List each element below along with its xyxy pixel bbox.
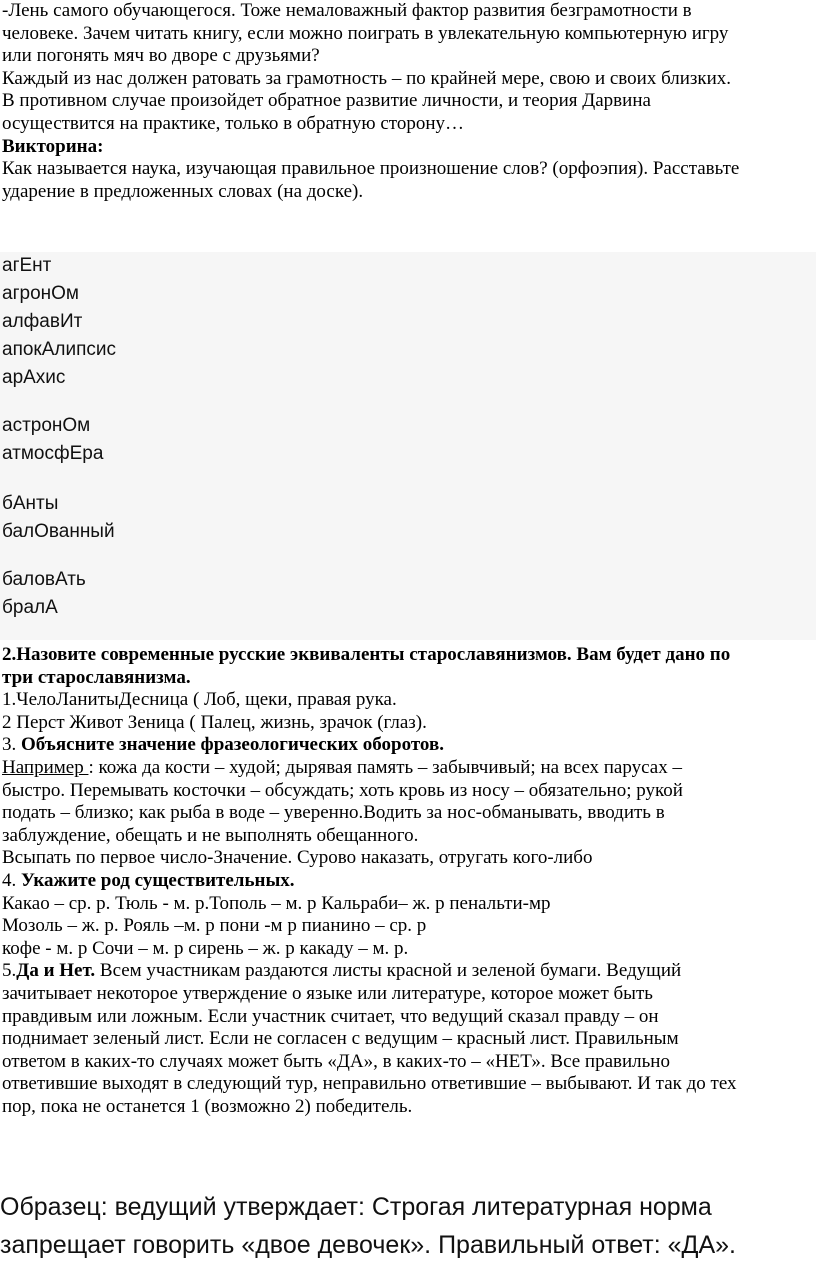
intro-line: или погонять мяч во дворе с друзьями?: [2, 45, 320, 67]
stress-word: бралА: [2, 597, 58, 618]
question-3-line: быстро. Перемывать косточки – обсуждать; хоть кровь из носу – обязательно; рукой: [2, 779, 683, 801]
question-1-line: Как называется наука, изучающая правильное произношение слов? (орфоэпия). Расставьте: [2, 158, 740, 180]
question-3-line: Всыпать по первое число-Значение. Сурово наказать, отругать кого-либо: [2, 847, 593, 869]
sample-line: Образец: ведущий утверждает: Строгая литературная норма: [0, 1193, 712, 1221]
question-5-line: 5.Да и Нет. Всем участникам раздаются листы красной и зеленой бумаги. Ведущий: [2, 960, 682, 982]
question-3-heading: 3. Объясните значение фразеологических оборотов.: [2, 734, 444, 756]
question-4-line: кофе - м. р Сочи – м. р сирень – ж. р какаду – м. р.: [2, 937, 409, 959]
sample-line: запрещает говорить «двое девочек». Правильный ответ: «ДА».: [0, 1231, 736, 1259]
stress-word: атмосфЕра: [2, 443, 104, 464]
question-5-line: пор, пока не останется 1 (возможно 2) победитель.: [2, 1095, 413, 1117]
question-5-line: поднимает зеленый лист. Если не согласен с ведущим – красный лист. Правильным: [2, 1028, 679, 1050]
question-4-line: Мозоль – ж. р. Рояль –м. р пони -м р пианино – ср. р: [2, 915, 427, 937]
stress-word: балОванный: [2, 521, 115, 542]
question-2-heading: три старославянизма.: [2, 666, 191, 688]
question-3-line: подать – близко; как рыба в воде – уверенно.Водить за нос-обманывать, вводить в: [2, 802, 665, 824]
stress-word: бАнты: [2, 493, 59, 514]
intro-line: В противном случае произойдет обратное развитие личности, и теория Дарвина: [2, 90, 651, 112]
question-5-heading: Да и Нет.: [16, 960, 96, 982]
example-label: Например: [2, 756, 89, 778]
question-5-line: ответившие выходят в следующий тур, неправильно ответившие – выбывают. И так до тех: [2, 1073, 737, 1095]
intro-paragraph: [2, 0, 814, 203]
question-5-line: ответом в каких-то случаях может быть «ДА», в каких-то – «НЕТ». Все правильно: [2, 1050, 670, 1072]
question-2-line: 1.ЧелоЛанитыДесница ( Лоб, щеки, правая рука.: [2, 689, 397, 711]
quiz-heading: Викторина:: [2, 135, 104, 157]
question-5-line: правдивым или ложным. Если участник считает, что ведущий сказал правду – он: [2, 1005, 659, 1027]
stress-word: алфавИт: [2, 311, 83, 332]
stress-word: баловАть: [2, 569, 86, 590]
question-4-heading: 4. Укажите род существительных.: [2, 869, 295, 891]
sample-block: [0, 1188, 816, 1264]
question-4-line: Какао – ср. р. Тюль - м. р.Тополь – м. р Кальраби– ж. р пенальти-мр: [2, 892, 551, 914]
question-3-line: Например : кожа да кости – худой; дырявая память – забывчивый; на всех парусах –: [2, 756, 682, 778]
stress-word: агронОм: [2, 283, 79, 304]
stress-word: арАхис: [2, 367, 66, 388]
stress-word: агЕнт: [2, 255, 52, 276]
intro-line: человеке. Зачем читать книгу, если можно поиграть в увлекательную компьютерную игру: [2, 22, 729, 44]
stress-word: апокАлипсис: [2, 339, 117, 360]
question-2-line: 2 Перст Живот Зеница ( Палец, жизнь, зрачок (глаз).: [2, 711, 427, 733]
question-1-line: ударение в предложенных словах (на доске).: [2, 180, 364, 202]
stress-word-list: [0, 252, 816, 640]
question-2-heading: 2.Назовите современные русские эквиваленты старославянизмов. Вам будет дано по: [2, 644, 731, 665]
intro-line: осуществится на практике, только в обратную сторону…: [2, 112, 464, 134]
question-5-line: зачитывает некоторое утверждение о языке или литературе, которое может быть: [2, 982, 653, 1004]
intro-line: Каждый из нас должен ратовать за грамотность – по крайней мере, свою и своих близких.: [2, 67, 732, 89]
question-3-line: заблуждение, обещать и не выполнять обещанного.: [2, 824, 419, 846]
questions-section: [2, 644, 814, 1118]
intro-line: -Лень самого обучающегося. Тоже немаловажный фактор развития безграмотности в: [2, 0, 692, 21]
stress-word: астронОм: [2, 415, 91, 436]
